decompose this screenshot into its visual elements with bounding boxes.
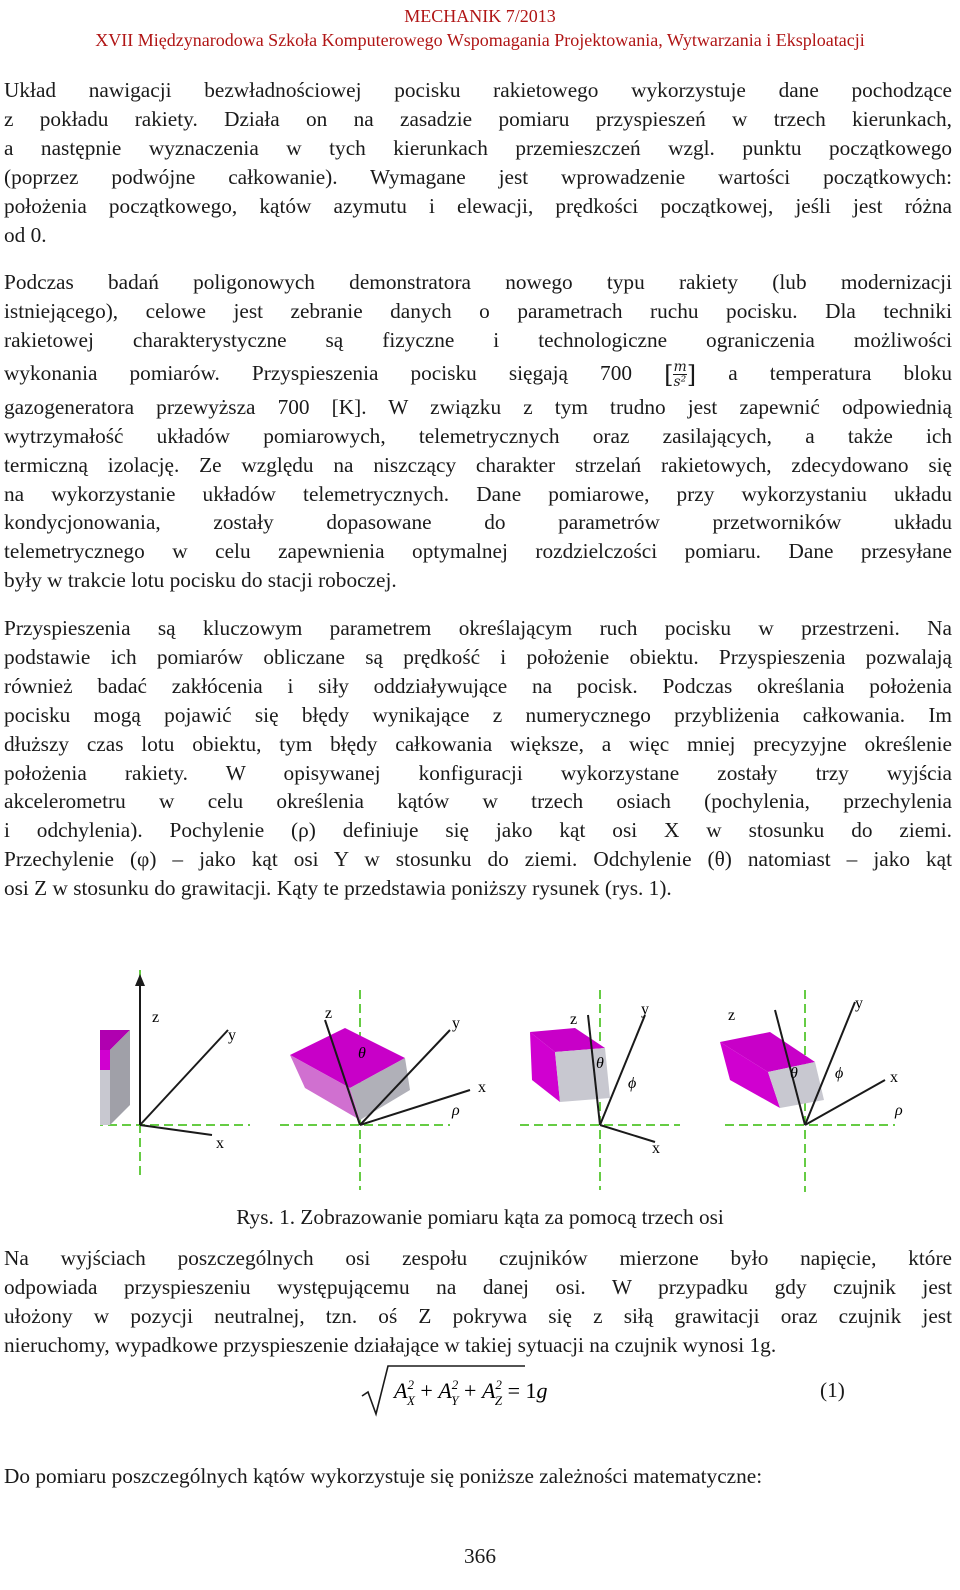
label-phi: ϕ	[835, 1065, 844, 1082]
text-line: Układ nawigacji bezwładnościowej pocisku rakietowego wykorzystuje dane pochodzące	[4, 78, 952, 102]
paragraph-3	[4, 614, 952, 903]
text-line: dłuższy czas lotu obiektu, tym błędy całkowania większe, a więc mniej precyzyjne określenie	[4, 731, 952, 756]
text-line: i odchylenia). Pochylenie (ρ) definiuje się jako kąt osi X w stosunku do ziemi.	[4, 818, 952, 843]
text-line: ułożony w pozycji neutralnej, tzn. oś Z pokrywa się z siłą grawitacji oraz czujnik jest	[4, 1303, 952, 1328]
text-line: termiczną izolację. Ze względu na niszczący charakter strzelań rakietowych, zdecydowano się	[4, 452, 952, 477]
text-line: od 0.	[4, 222, 47, 247]
label-theta: θ	[358, 1045, 366, 1062]
label-theta: θ	[790, 1065, 798, 1082]
text-line: telemetrycznego w celu zapewnienia optymalnej rozdzielczości pomiaru. Dane przesyłane	[4, 539, 952, 564]
text-line: odpowiada przyspieszeniu występującemu na danej osi. W przypadku gdy czujnik jest	[4, 1274, 952, 1299]
text-line: położenia początkowego, kątów azymutu i elewacji, prędkości początkowej, jeśli jest różna	[4, 193, 952, 218]
text-line: istniejącego), celowe jest zebranie danych o parametrach ruchu pocisku. Dla techniki	[4, 298, 952, 323]
text-line: z pokładu rakiety. Działa on na zasadzie pomiaru przyspieszeń w trzech kierunkach,	[4, 106, 952, 131]
panel-2	[280, 990, 486, 1190]
figure-caption: Rys. 1. Zobrazowanie pomiaru kąta za pomocą trzech osi	[236, 1205, 724, 1229]
text-line: (poprzez podwójne całkowanie). Wymagane jest wprowadzenie wartości początkowych:	[4, 164, 952, 189]
axes-figure	[100, 970, 960, 1200]
text-line: Przyspieszenia są kluczowym parametrem określającym ruch pocisku w przestrzeni. Na	[4, 616, 952, 640]
label-z: z	[728, 1007, 736, 1024]
label-y: y	[641, 1001, 649, 1018]
text-line: Do pomiaru poszczególnych kątów wykorzystuje się poniższe zależności matematyczne:	[4, 1464, 763, 1488]
equation-number: (1)	[820, 1378, 845, 1402]
unit-fraction	[673, 360, 686, 389]
equation-1	[360, 1362, 620, 1418]
text-line: a następnie wyznaczenia w tych kierunkach przemieszczeń wzgl. punktu początkowego	[4, 135, 952, 160]
paragraph-2	[4, 268, 952, 595]
label-phi: ϕ	[628, 1075, 637, 1092]
text-line: akcelerometru w celu określenia kątów w trzech osiach (pochylenia, przechylenia	[4, 789, 952, 814]
label-theta: θ	[596, 1055, 604, 1072]
text-line: Na wyjściach poszczególnych osi zespołu czujników mierzone było napięcie, które	[4, 1246, 952, 1270]
panel-1	[100, 970, 250, 1180]
text-line: na wykorzystanie układów telemetrycznych. Dane pomiarowe, przy wykorzystaniu układu	[4, 481, 952, 506]
label-rho: ρ	[452, 1102, 460, 1119]
label-x: x	[216, 1135, 224, 1152]
label-z: z	[325, 1005, 333, 1022]
text-line: były w trakcie lotu pocisku do stacji roboczej.	[4, 568, 397, 593]
label-x: x	[478, 1079, 486, 1096]
text-line: Podczas badań poligonowych demonstratora nowego typu rakiety (lub modernizacji	[4, 270, 952, 294]
label-rho: ρ	[895, 1102, 903, 1119]
text-line: również badać zakłócenia i siły oddziaływujące na pocisk. Podczas określania położenia	[4, 673, 952, 698]
text-line: nieruchomy, wypadkowe przyspieszenie działające w takiej sytuacji na czujnik wynosi 1g.	[4, 1332, 777, 1357]
label-y: y	[452, 1015, 460, 1032]
unit-line-post: a temperatura bloku	[728, 360, 952, 385]
unit-line-pre: wykonania pomiarów. Przyspieszenia pocisku sięgają 700	[4, 360, 632, 385]
text-line: Przechylenie (φ) – jako kąt osi Y w stosunku do ziemi. Odchylenie (θ) natomiast – jako kąt	[4, 847, 952, 872]
unit-denominator: s²	[673, 374, 687, 391]
text-line: położenia rakiety. W opisywanej konfiguracji wykorzystane zostały trzy wyjścia	[4, 760, 952, 785]
label-z: z	[570, 1011, 578, 1028]
text-line: rakietowej charakterystyczne są fizyczne i technologiczne ograniczenia możliwości	[4, 327, 952, 352]
paragraph-5	[4, 1462, 952, 1491]
svg-text:A2X + A2Y + A2Z = 1g: $A^2$ $X + A^2$ $Y + A^2$ Z = 1g	[394, 1377, 548, 1408]
text-line: gazogeneratora przewyższa 700 [K]. W związku z tym trudno jest zapewnić odpowiednią	[4, 394, 952, 419]
x-axis	[140, 1125, 212, 1135]
label-y: y	[855, 995, 863, 1012]
panel-4	[720, 990, 903, 1192]
paragraph-4	[4, 1244, 952, 1360]
label-y: y	[228, 1027, 236, 1044]
text-line: podstawie ich pomiarów obliczane są prędkość i położenie obiektu. Przyspieszenia pozwalają	[4, 644, 952, 669]
panel-3	[520, 990, 680, 1190]
y-axis	[140, 1030, 228, 1125]
arrow-icon	[135, 974, 145, 986]
conference-title: XVII Międzynarodowa Szkoła Komputerowego Wspomagania Projektowania, Wytwarzania i Eksploatacji	[95, 30, 865, 50]
text-line: kondycjonowania, zostały dopasowane do parametrów przetworników układu	[4, 510, 952, 535]
journal-title: MECHANIK 7/2013	[404, 6, 556, 26]
label-z: z	[152, 1009, 160, 1026]
text-line: pocisku mogą pojawić się błędy wynikające z numerycznego przybliżenia całkowania. Im	[4, 702, 952, 727]
text-line: wytrzymałość układów pomiarowych, telemetrycznych oraz zasilających, a także ich	[4, 423, 952, 448]
label-x: x	[652, 1140, 660, 1157]
text-line-unit: wykonania pomiarów. Przyspieszenia pocisku sięgają 700 [ $\frac{m}{\text{s²}}$ ] a temperatura bloku	[4, 359, 952, 391]
unit-numerator: m	[673, 359, 687, 376]
text-line: osi Z w stosunku do grawitacji. Kąty te przedstawia poniższy rysunek (rys. 1).	[4, 876, 672, 901]
paragraph-1	[4, 76, 952, 249]
page-number: 366	[464, 1544, 496, 1568]
page-header	[0, 4, 960, 52]
label-x: x	[890, 1069, 898, 1086]
